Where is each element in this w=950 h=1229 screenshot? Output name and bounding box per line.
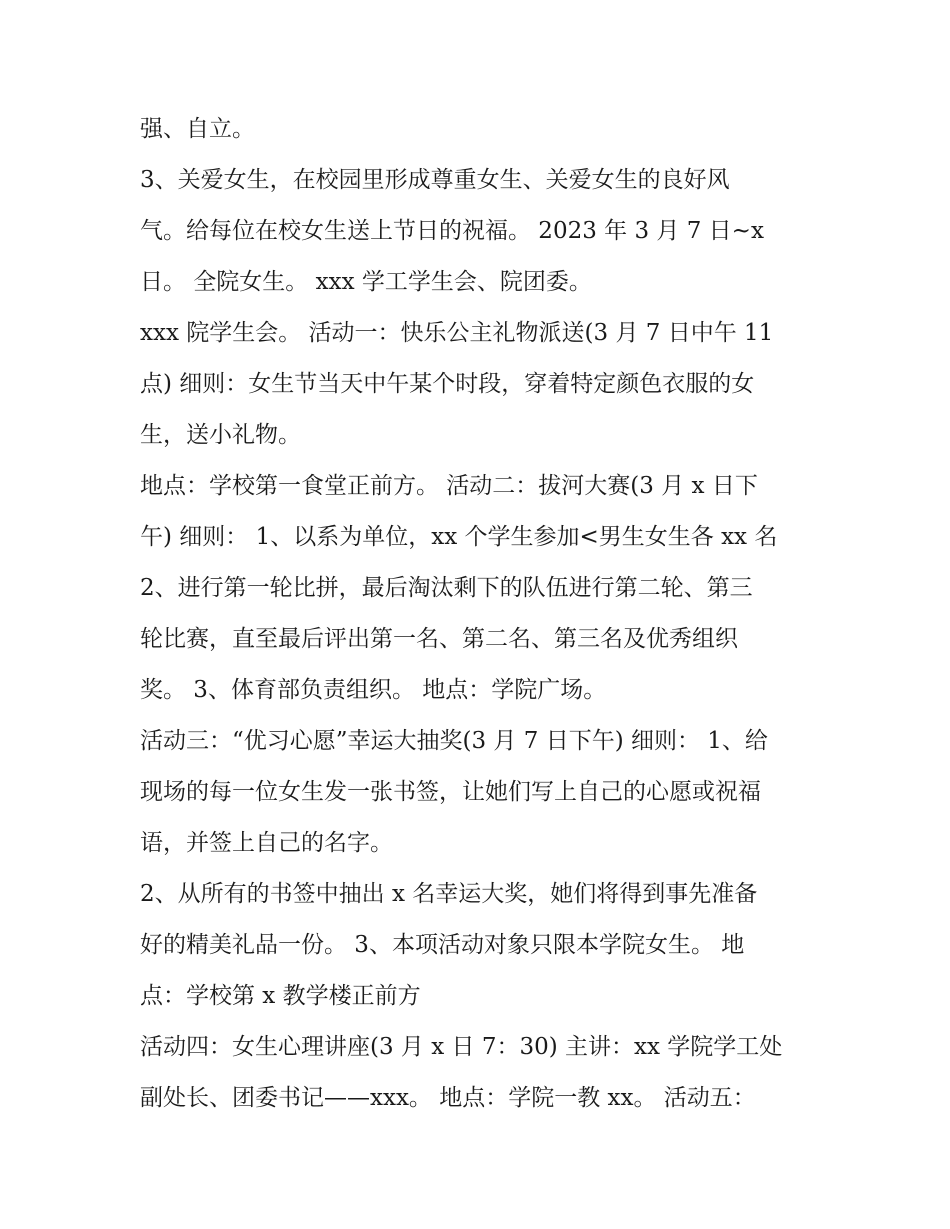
paragraph-activity-3 [140, 716, 820, 869]
text-line: xxx 院学生会。 活动一：快乐公主礼物派送(3 月 7 日中午 11 [140, 320, 774, 346]
text-line: 2、从所有的书签中抽出 x 名幸运大奖，她们将得到事先准备 [140, 881, 758, 907]
paragraph-activity-1 [140, 308, 820, 461]
text-line: 点) 细则：女生节当天中午某个时段，穿着特定颜色衣服的女 [140, 371, 755, 397]
paragraph-activity-2 [140, 461, 820, 716]
text-line: 强、自立。 [140, 116, 255, 142]
text-line: 点：学校第 x 教学楼正前方 [140, 983, 421, 1009]
text-line: 轮比赛，直至最后评出第一名、第二名、第三名及优秀组织 [140, 626, 738, 652]
paragraph-item-3 [140, 155, 820, 308]
paragraph-activity-4 [140, 1022, 820, 1124]
text-line: 生，送小礼物。 [140, 422, 301, 448]
text-line: 好的精美礼品一份。 3、本项活动对象只限本学院女生。 地 [140, 932, 745, 958]
text-line: 语，并签上自己的名字。 [140, 830, 393, 856]
paragraph-continuation [140, 104, 820, 155]
document-body [140, 104, 820, 1124]
text-line: 活动四：女生心理讲座(3 月 x 日 7：30) 主讲：xx 学院学工处 [140, 1034, 783, 1060]
text-line: 气。给每位在校女生送上节日的祝福。 2023 年 3 月 7 日~x [140, 218, 764, 244]
text-line: 现场的每一位女生发一张书签，让她们写上自己的心愿或祝福 [140, 779, 761, 805]
paragraph-activity-3-rules [140, 869, 820, 1022]
text-line: 地点：学校第一食堂正前方。 活动二：拔河大赛(3 月 x 日下 [140, 473, 758, 499]
text-line: 活动三：“优习心愿”幸运大抽奖(3 月 7 日下午) 细则： 1、给 [140, 728, 768, 754]
text-line: 午) 细则： 1、以系为单位，xx 个学生参加<男生女生各 xx 名 [140, 524, 778, 550]
text-line: 副处长、团委书记——xxx。 地点：学院一教 xx。 活动五： [140, 1085, 756, 1111]
text-line: 2、进行第一轮比拼，最后淘汰剩下的队伍进行第二轮、第三 [140, 575, 753, 601]
text-line: 日。 全院女生。 xxx 学工学生会、院团委。 [140, 269, 592, 295]
text-line: 3、关爱女生，在校园里形成尊重女生、关爱女生的良好风 [140, 167, 730, 193]
text-line: 奖。 3、体育部负责组织。 地点：学院广场。 [140, 677, 607, 703]
